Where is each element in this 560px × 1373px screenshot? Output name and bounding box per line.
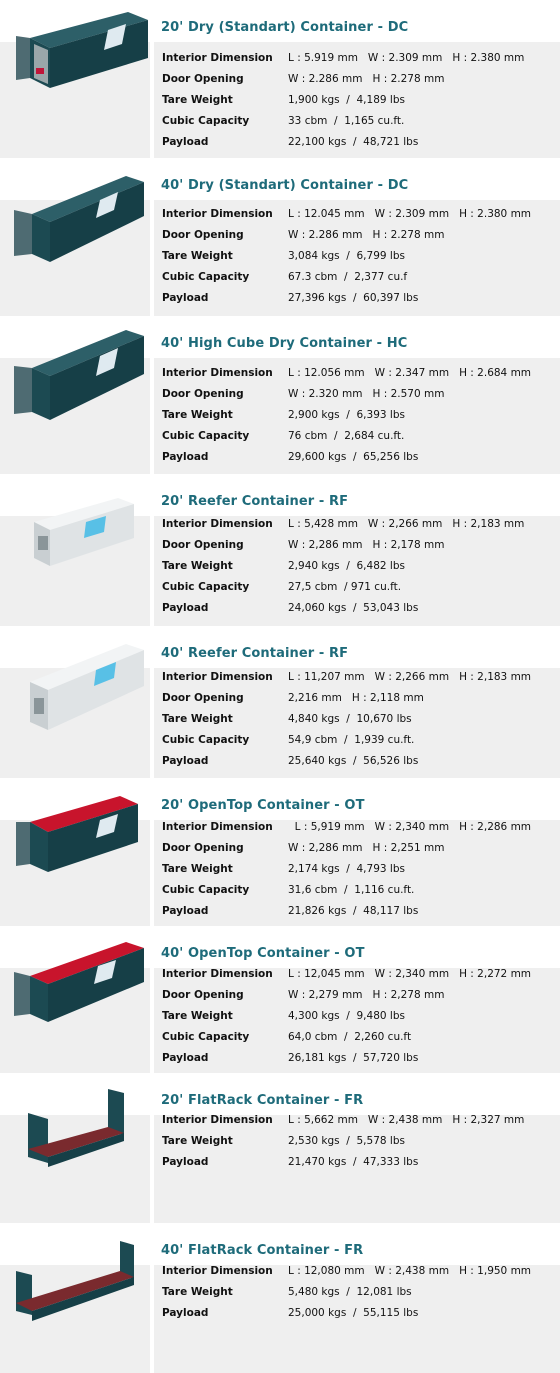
spec-label: Interior Dimension bbox=[162, 518, 273, 530]
container-20-opentop-image bbox=[8, 792, 148, 876]
spec-value: 2,900 kgs / 6,393 lbs bbox=[288, 409, 405, 421]
container-40-flatrack-image bbox=[8, 1235, 148, 1325]
spec-label: Door Opening bbox=[162, 388, 244, 400]
container-section-20-reefer bbox=[0, 474, 560, 626]
spec-value: L : 5,662 mm W : 2,438 mm H : 2,327 mm bbox=[288, 1114, 525, 1126]
spec-label: Interior Dimension bbox=[162, 1265, 273, 1277]
container-section-40-dry bbox=[0, 158, 560, 316]
container-section-20-dry bbox=[0, 0, 560, 158]
spec-label: Door Opening bbox=[162, 842, 244, 854]
container-40-opentop-image bbox=[8, 936, 148, 1026]
spec-label: Door Opening bbox=[162, 73, 244, 85]
spec-label: Door Opening bbox=[162, 989, 244, 1001]
spec-value: 76 cbm / 2,684 cu.ft. bbox=[288, 430, 405, 442]
container-title: 40' OpenTop Container - OT bbox=[161, 946, 365, 961]
spec-value: 5,480 kgs / 12,081 lbs bbox=[288, 1286, 412, 1298]
container-20-flatrack-image bbox=[8, 1083, 148, 1173]
container-title: 20' Dry (Standart) Container - DC bbox=[161, 20, 409, 35]
spec-label: Interior Dimension bbox=[162, 968, 273, 980]
container-section-40-reefer bbox=[0, 626, 560, 778]
spec-value: 4,300 kgs / 9,480 lbs bbox=[288, 1010, 405, 1022]
spec-value: 64,0 cbm / 2,260 cu.ft bbox=[288, 1031, 412, 1043]
container-title: 40' Reefer Container - RF bbox=[161, 646, 349, 661]
spec-label: Door Opening bbox=[162, 229, 244, 241]
container-section-20-flatrack bbox=[0, 1073, 560, 1223]
spec-label: Interior Dimension bbox=[162, 52, 273, 64]
spec-label: Cubic Capacity bbox=[162, 271, 250, 283]
container-title: 20' FlatRack Container - FR bbox=[161, 1093, 364, 1108]
spec-value: 27,396 kgs / 60,397 lbs bbox=[288, 292, 419, 304]
spec-value: L : 11,207 mm W : 2,266 mm H : 2,183 mm bbox=[288, 671, 532, 683]
spec-label: Payload bbox=[162, 755, 209, 767]
spec-label: Tare Weight bbox=[162, 94, 233, 106]
spec-value: L : 12.045 mm W : 2.309 mm H : 2.380 mm bbox=[288, 208, 532, 220]
spec-value: 24,060 kgs / 53,043 lbs bbox=[288, 602, 419, 614]
spec-label: Tare Weight bbox=[162, 863, 233, 875]
spec-label: Interior Dimension bbox=[162, 671, 273, 683]
spec-label: Payload bbox=[162, 1156, 209, 1168]
spec-label: Tare Weight bbox=[162, 1135, 233, 1147]
spec-label: Payload bbox=[162, 1052, 209, 1064]
spec-label: Door Opening bbox=[162, 692, 244, 704]
spec-label: Interior Dimension bbox=[162, 367, 273, 379]
spec-value: 26,181 kgs / 57,720 lbs bbox=[288, 1052, 419, 1064]
container-title: 40' Dry (Standart) Container - DC bbox=[161, 178, 409, 193]
spec-value: W : 2.286 mm H : 2.278 mm bbox=[288, 73, 445, 85]
spec-label: Cubic Capacity bbox=[162, 115, 250, 127]
spec-value: W : 2.286 mm H : 2.278 mm bbox=[288, 229, 445, 241]
spec-value: 3,084 kgs / 6,799 lbs bbox=[288, 250, 405, 262]
container-20-reefer-image bbox=[8, 492, 148, 572]
container-title: 20' Reefer Container - RF bbox=[161, 494, 349, 509]
spec-value: 25,640 kgs / 56,526 lbs bbox=[288, 755, 419, 767]
spec-value: 31,6 cbm / 1,116 cu.ft. bbox=[288, 884, 415, 896]
spec-label: Tare Weight bbox=[162, 713, 233, 725]
spec-label: Payload bbox=[162, 602, 209, 614]
spec-label: Cubic Capacity bbox=[162, 1031, 250, 1043]
spec-value: 2,216 mm H : 2,118 mm bbox=[288, 692, 424, 704]
container-section-40-flatrack bbox=[0, 1223, 560, 1373]
spec-value: 27,5 cbm / 971 cu.ft. bbox=[288, 581, 402, 593]
spec-label: Cubic Capacity bbox=[162, 884, 250, 896]
spec-value: L : 12,045 mm W : 2,340 mm H : 2,272 mm bbox=[288, 968, 532, 980]
spec-label: Cubic Capacity bbox=[162, 430, 250, 442]
spec-label: Tare Weight bbox=[162, 1286, 233, 1298]
spec-label: Cubic Capacity bbox=[162, 581, 250, 593]
spec-label: Tare Weight bbox=[162, 560, 233, 572]
container-40-reefer-image bbox=[8, 638, 148, 738]
spec-value: 67.3 cbm / 2,377 cu.f bbox=[288, 271, 408, 283]
container-title: 20' OpenTop Container - OT bbox=[161, 798, 365, 813]
spec-value: W : 2,286 mm H : 2,251 mm bbox=[288, 842, 445, 854]
spec-value: 21,470 kgs / 47,333 lbs bbox=[288, 1156, 419, 1168]
spec-value: 54,9 cbm / 1,939 cu.ft. bbox=[288, 734, 415, 746]
spec-value: 4,840 kgs / 10,670 lbs bbox=[288, 713, 412, 725]
container-title: 40' High Cube Dry Container - HC bbox=[161, 336, 408, 351]
spec-value: 1,900 kgs / 4,189 lbs bbox=[288, 94, 405, 106]
spec-value: 22,100 kgs / 48,721 lbs bbox=[288, 136, 419, 148]
spec-value: L : 12,080 mm W : 2,438 mm H : 1,950 mm bbox=[288, 1265, 532, 1277]
container-section-20-opentop bbox=[0, 778, 560, 926]
spec-value: 2,530 kgs / 5,578 lbs bbox=[288, 1135, 405, 1147]
spec-label: Payload bbox=[162, 905, 209, 917]
spec-label: Payload bbox=[162, 451, 209, 463]
spec-label: Interior Dimension bbox=[162, 208, 273, 220]
spec-label: Tare Weight bbox=[162, 409, 233, 421]
spec-value: L : 5,919 mm W : 2,340 mm H : 2,286 mm bbox=[288, 821, 532, 833]
container-section-40-opentop bbox=[0, 926, 560, 1073]
spec-label: Payload bbox=[162, 292, 209, 304]
spec-label: Interior Dimension bbox=[162, 821, 273, 833]
spec-label: Cubic Capacity bbox=[162, 734, 250, 746]
container-40-dry-image bbox=[8, 170, 148, 270]
spec-label: Payload bbox=[162, 136, 209, 148]
spec-label: Payload bbox=[162, 1307, 209, 1319]
spec-value: W : 2,286 mm H : 2,178 mm bbox=[288, 539, 445, 551]
spec-value: 29,600 kgs / 65,256 lbs bbox=[288, 451, 419, 463]
spec-value: 33 cbm / 1,165 cu.ft. bbox=[288, 115, 405, 127]
spec-label: Interior Dimension bbox=[162, 1114, 273, 1126]
spec-value: 21,826 kgs / 48,117 lbs bbox=[288, 905, 419, 917]
spec-value: L : 5.919 mm W : 2.309 mm H : 2.380 mm bbox=[288, 52, 525, 64]
spec-value: 25,000 kgs / 55,115 lbs bbox=[288, 1307, 419, 1319]
spec-value: W : 2,279 mm H : 2,278 mm bbox=[288, 989, 445, 1001]
container-section-40-high-cube bbox=[0, 316, 560, 474]
spec-value: L : 5,428 mm W : 2,266 mm H : 2,183 mm bbox=[288, 518, 525, 530]
spec-label: Tare Weight bbox=[162, 250, 233, 262]
container-title: 40' FlatRack Container - FR bbox=[161, 1243, 364, 1258]
spec-value: L : 12.056 mm W : 2.347 mm H : 2.684 mm bbox=[288, 367, 532, 379]
container-20-dry-image bbox=[8, 8, 148, 88]
spec-value: 2,174 kgs / 4,793 lbs bbox=[288, 863, 405, 875]
container-40-high-cube-image bbox=[8, 326, 148, 426]
spec-value: 2,940 kgs / 6,482 lbs bbox=[288, 560, 405, 572]
spec-label: Tare Weight bbox=[162, 1010, 233, 1022]
spec-value: W : 2.320 mm H : 2.570 mm bbox=[288, 388, 445, 400]
spec-label: Door Opening bbox=[162, 539, 244, 551]
